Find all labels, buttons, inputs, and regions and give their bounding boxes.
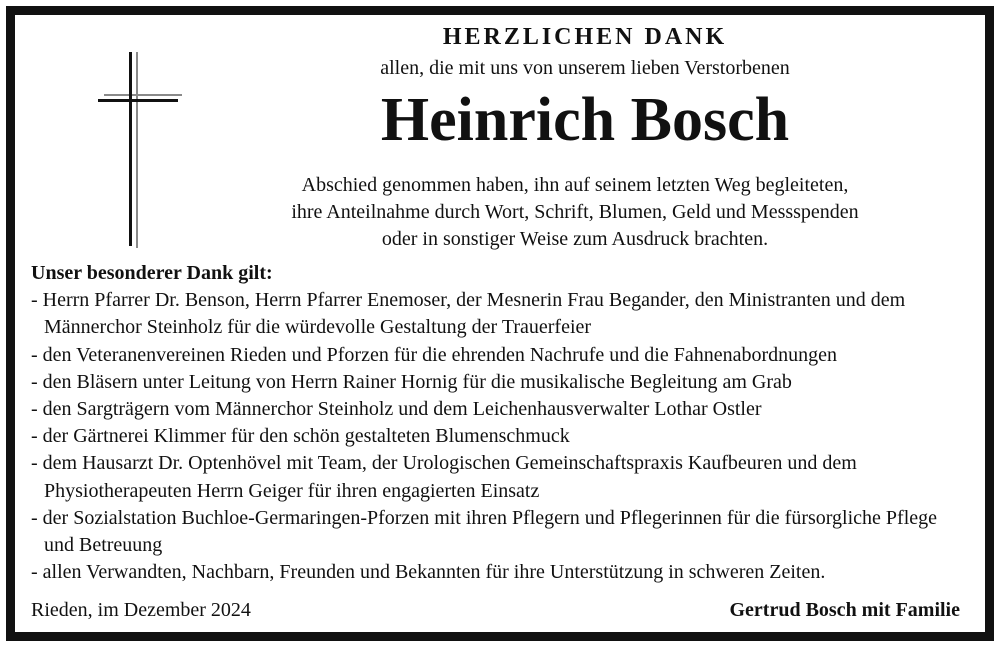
list-item: - den Bläsern unter Leitung von Herrn Rainer Hornig für die musikalische Begleitung am Grab: [31, 370, 792, 393]
deceased-name: Heinrich Bosch: [380, 86, 790, 154]
cross-icon: [96, 52, 186, 248]
special-thanks-title: Unser besonderer Dank gilt:: [31, 262, 273, 284]
list-item: - der Gärtnerei Klimmer für den schön gestalteten Blumenschmuck: [31, 425, 570, 448]
thanks-list: [31, 287, 971, 586]
list-item: - dem Hausarzt Dr. Optenhövel mit Team, der Urologischen Gemeinschaftspraxis Kaufbeuren und dem Physiotherapeuten Herrn Geiger für ihren engagierten Einsatz: [31, 452, 857, 502]
intro-line: ihre Anteilnahme durch Wort, Schrift, Blumen, Geld und Messspenden: [291, 201, 859, 223]
list-item: - den Sargträgern vom Männerchor Steinholz und dem Leichenhausverwalter Lothar Ostler: [31, 398, 762, 421]
list-item: - der Sozialstation Buchloe-Germaringen-Pforzen mit ihren Pflegern und Pflegerinnen für die fürsorgliche Pflege und Betreuung: [31, 506, 938, 557]
intro-text: [190, 172, 960, 253]
place-date: Rieden, im Dezember 2024: [31, 599, 251, 621]
intro-line: oder in sonstiger Weise zum Ausdruck brachten.: [381, 228, 769, 250]
special-thanks-section: [31, 260, 971, 586]
thanks-heading: HERZLICHEN DANK: [442, 24, 728, 50]
list-item: - Herrn Pfarrer Dr. Benson, Herrn Pfarrer Enemoser, der Mesnerin Frau Begander, den Ministranten und dem Männerchor Steinholz für die würdevolle Gestaltung der Trauerfeier: [31, 289, 906, 339]
list-item: - den Veteranenvereinen Rieden und Pforzen für die ehrenden Nachrufe und die Fahnenabordnungen: [31, 343, 837, 366]
signature: Gertrud Bosch mit Familie: [729, 599, 960, 621]
thanks-subheading: allen, die mit uns von unserem lieben Verstorbenen: [380, 57, 790, 79]
list-item: - allen Verwandten, Nachbarn, Freunden und Bekannten für ihre Unterstützung in schweren Zeiten.: [31, 561, 826, 584]
intro-line: Abschied genommen haben, ihn auf seinem letzten Weg begleiteten,: [301, 174, 849, 196]
